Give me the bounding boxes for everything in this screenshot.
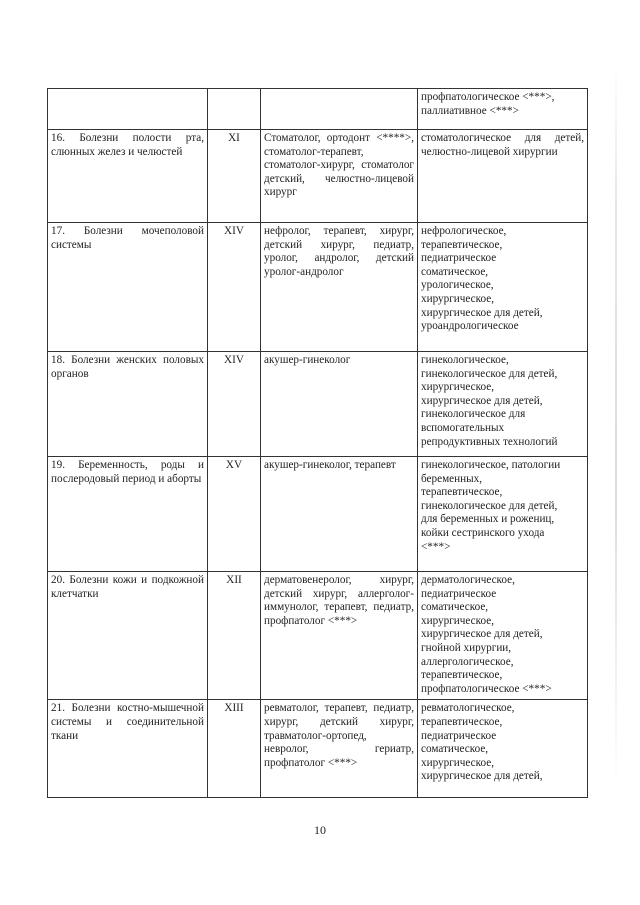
profile-line: вспомогательных xyxy=(421,421,505,434)
bed-profile-cell xyxy=(418,130,588,223)
profile-line: нефрологическое, xyxy=(421,225,507,237)
profile-line: терапевтическое, xyxy=(421,486,503,499)
table-row xyxy=(48,130,588,223)
disease-group-cell: 18. Болезни женских половых органов xyxy=(48,352,208,457)
icd-class-cell xyxy=(208,89,261,130)
profile-line: соматическое, xyxy=(421,265,489,278)
table-row xyxy=(48,457,588,572)
icd-class-cell: XV xyxy=(208,457,261,572)
scan-edge-shadow xyxy=(615,60,617,790)
profile-line: терапевтическое, xyxy=(421,715,503,728)
specialists-cell xyxy=(261,89,418,130)
profile-line: профпатологическое <***>, xyxy=(421,91,555,103)
profile-line: гинекологическое, патологии xyxy=(421,459,561,471)
profile-line: гинекологическое для детей, xyxy=(421,367,558,380)
bed-profile-cell xyxy=(418,89,588,130)
disease-group-cell: 19. Беременность, роды и послеродовый период и аборты xyxy=(48,457,208,572)
profile-line: хирургическое для детей, xyxy=(421,306,543,319)
profile-line: беременных, xyxy=(421,472,482,485)
specialists-cell: ревматолог, терапевт, педиатр, хирург, детский хирург, травматолог-ортопед, невролог, гериатр, профпатолог <***> xyxy=(261,700,418,798)
page-number: 10 xyxy=(314,823,326,837)
profile-line: хирургическое, xyxy=(421,614,494,627)
table-row xyxy=(48,352,588,457)
profile-line: гинекологическое для детей, xyxy=(421,499,558,512)
profile-line: урологическое, xyxy=(421,279,494,292)
disease-group-cell: 21. Болезни костно-мышечной системы и соединительной ткани xyxy=(48,700,208,798)
profile-line: хирургическое для детей, xyxy=(421,628,543,641)
icd-class-cell: XIV xyxy=(208,352,261,457)
specialists-cell: дерматовенеролог, хирург, детский хирург, аллерголог-иммунолог, терапевт, педиатр, профпатолог <***> xyxy=(261,572,418,700)
specialists-cell: акушер-гинеколог xyxy=(261,352,418,457)
profile-line: хирургическое, xyxy=(421,756,494,769)
profile-line: терапевтическое, xyxy=(421,238,503,251)
specialists-cell: нефролог, терапевт, хирург, детский хирург, педиатр, уролог, андролог, детский уролог-андролог xyxy=(261,223,418,352)
profile-line: соматическое, xyxy=(421,601,489,614)
profile-line: дерматологическое, xyxy=(421,574,515,586)
profile-line: аллергологическое, xyxy=(421,655,514,668)
profile-line: педиатрическое xyxy=(421,587,497,600)
profile-line: гинекологическое, xyxy=(421,354,509,366)
bed-profile-cell xyxy=(418,223,588,352)
table-row xyxy=(48,700,588,798)
bed-profile-cell xyxy=(418,352,588,457)
profile-line: стоматологическое для детей, челюстно-лицевой хирургии xyxy=(421,132,584,158)
disease-group-cell xyxy=(48,89,208,130)
disease-group-cell: 16. Болезни полости рта, слюнных желез и челюстей xyxy=(48,130,208,223)
profile-line: ревматологическое, xyxy=(421,702,515,715)
profile-line: педиатрическое xyxy=(421,252,497,265)
bed-profile-cell xyxy=(418,457,588,572)
profile-line: койки сестринского ухода xyxy=(421,526,545,539)
profile-line: соматическое, xyxy=(421,743,489,756)
profile-line: уроандрологическое xyxy=(421,320,519,333)
profile-line: для беременных и рожениц, xyxy=(421,513,555,526)
bed-profile-cell xyxy=(418,700,588,798)
profile-line: терапевтическое, xyxy=(421,669,503,682)
disease-group-cell: 20. Болезни кожи и подкожной клетчатки xyxy=(48,572,208,700)
disease-group-cell: 17. Болезни мочеполовой системы xyxy=(48,223,208,352)
profile-line: педиатрическое xyxy=(421,729,497,742)
icd-class-cell: XIV xyxy=(208,223,261,352)
profile-line: хирургическое для детей, xyxy=(421,394,543,407)
profile-line: хирургическое для детей, xyxy=(421,770,543,783)
profile-line: гнойной хирургии, xyxy=(421,641,512,654)
icd-class-cell: XIII xyxy=(208,700,261,798)
table-row xyxy=(48,223,588,352)
table-row xyxy=(48,572,588,700)
medical-profile-table xyxy=(47,88,588,798)
bed-profile-cell xyxy=(418,572,588,700)
profile-line: паллиативное <***> xyxy=(421,104,519,117)
profile-line: репродуктивных технологий xyxy=(421,435,558,448)
profile-line: профпатологическое <***> xyxy=(421,682,552,695)
profile-line: хирургическое, xyxy=(421,381,494,394)
profile-line: гинекологическое для xyxy=(421,408,526,421)
table-row xyxy=(48,89,588,130)
icd-class-cell: XI xyxy=(208,130,261,223)
icd-class-cell: XII xyxy=(208,572,261,700)
specialists-cell: Стоматолог, ортодонт <****>, стоматолог-терапевт, стоматолог-хирург, стоматолог детский, челюстно-лицевой хирург xyxy=(261,130,418,223)
specialists-cell: акушер-гинеколог, терапевт xyxy=(261,457,418,572)
profile-line: хирургическое, xyxy=(421,292,494,305)
profile-line: <***> xyxy=(421,540,451,553)
